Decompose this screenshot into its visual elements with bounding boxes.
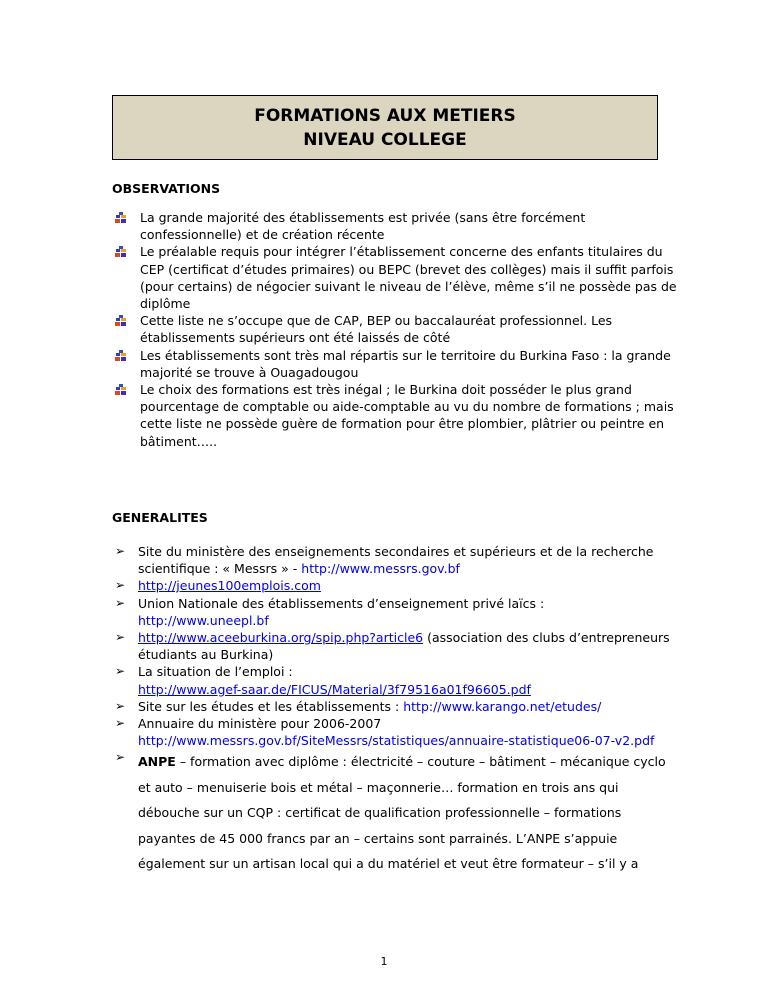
arrow-bullet-icon: ➢ (115, 664, 126, 679)
list-item (115, 749, 680, 877)
title-box (112, 95, 658, 160)
arrow-bullet-icon: ➢ (115, 716, 126, 731)
arrow-bullet-icon: ➢ (115, 750, 126, 765)
stacked-squares-icon (115, 384, 127, 395)
link[interactable]: http://jeunes100emplois.com (138, 578, 321, 594)
arrow-bullet-icon: ➢ (115, 595, 126, 610)
observation-text: La grande majorité des établissements est privée (sans être forcément confessionnelle) et de création récente (140, 210, 586, 243)
list-item (115, 243, 685, 312)
arrow-bullet-icon: ➢ (115, 698, 126, 713)
stacked-squares-icon (115, 212, 127, 223)
list-item (115, 629, 680, 663)
item-text: (association des clubs d’entrepreneurs étudiants au Burkina) (138, 630, 670, 663)
observation-text: Les établissements sont très mal répartis sur le territoire du Burkina Faso : la grande majorité se trouve à Ouagadougou (140, 347, 671, 380)
link[interactable]: http://www.aceeburkina.org/spip.php?article6 (138, 630, 424, 646)
list-item (115, 381, 685, 450)
observation-text: Le choix des formations est très inégal ; le Burkina doit posséder le plus grand pourcentage de comptable ou aide-comptable au vu du nombre de formations ; mais cette liste ne possède guère de formation pour être plombier, plâtrier ou peintre en bâtiment….. (140, 382, 674, 449)
list-item (115, 312, 685, 346)
stacked-squares-icon (115, 246, 127, 257)
stacked-squares-icon (115, 315, 127, 326)
list-item (115, 663, 680, 697)
generalites-heading: GENERALITES (112, 510, 208, 525)
list-item (115, 543, 680, 577)
item-text: Site sur les études et les établissements : (138, 698, 404, 714)
arrow-bullet-icon: ➢ (115, 578, 126, 593)
item-text: – formation avec diplôme : électricité – couture – bâtiment – mécanique cyclo et auto – menuiserie bois et métal – maçonnerie… formation en trois ans qui débouche sur un CQP : certificat de qualification professionnelle – formations payantes de 45 000 francs par an – certains sont parrainés. L’ANPE s’appuie également sur un artisan local qui a du matériel et veut être formateur – s’il y a (138, 754, 666, 872)
link[interactable]: http://www.agef-saar.de/FICUS/Material/3f79516a01f96605.pdf (138, 681, 531, 697)
observation-text: Cette liste ne s’occupe que de CAP, BEP ou baccalauréat professionnel. Les établissements supérieurs ont été laissés de côté (140, 313, 613, 346)
page-number: 1 (380, 955, 388, 968)
link[interactable]: http://www.messrs.gov.bf (301, 561, 460, 577)
list-item (115, 715, 680, 749)
list-item (115, 577, 680, 594)
observations-heading: OBSERVATIONS (112, 181, 221, 196)
title-line-1: FORMATIONS AUX METIERS (254, 105, 516, 126)
generalites-list (115, 543, 680, 877)
observations-list (115, 209, 685, 450)
item-text: La situation de l’emploi : (138, 664, 293, 680)
stacked-squares-icon (115, 350, 127, 361)
list-item (115, 698, 680, 715)
list-item (115, 347, 685, 381)
item-bold-text: ANPE (138, 754, 176, 770)
arrow-bullet-icon: ➢ (115, 544, 126, 558)
list-item (115, 595, 680, 629)
title-line-2: NIVEAU COLLEGE (303, 129, 467, 150)
item-text: Site du ministère des enseignements secondaires et supérieurs et de la recherche scientifique : « Messrs » - (138, 544, 654, 577)
item-text: Union Nationale des établissements d’enseignement privé laïcs : (138, 595, 545, 611)
link[interactable]: http://www.uneepl.bf (138, 612, 269, 628)
observation-text: Le préalable requis pour intégrer l’établissement concerne des enfants titulaires du CEP (certificat d’études primaires) ou BEPC (brevet des collèges) mais il suffit parfois (pour certains) de négocier suivant le niveau de l’élève, même s’il ne possède pas de diplôme (140, 244, 677, 312)
link[interactable]: http://www.karango.net/etudes/ (403, 698, 602, 714)
item-text: Annuaire du ministère pour 2006-2007 (138, 716, 382, 732)
arrow-bullet-icon: ➢ (115, 630, 126, 645)
link[interactable]: http://www.messrs.gov.bf/SiteMessrs/statistiques/annuaire-statistique06-07-v2.pdf (138, 733, 655, 749)
list-item (115, 209, 685, 243)
